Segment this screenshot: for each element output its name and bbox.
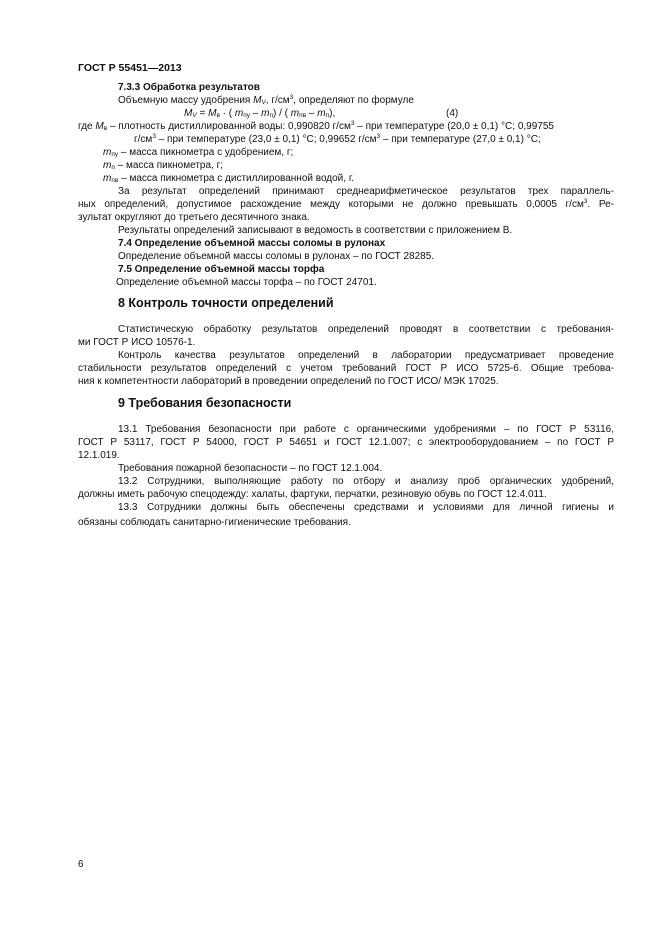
section-9-p133-line-2: обязаны соблюдать санитарно-гигиенические требования. — [78, 517, 351, 528]
where-line-1: где $M_в$ – плотность дистиллированной воды: 0,990820 $г/см^3$ – при температуре (20,0 ± 0,1) °С; 0,99755 — [78, 120, 554, 132]
section-7-3-3-title: 7.3.3 Обработка результатов — [118, 82, 260, 93]
section-7-4-title: 7.4 Определение объемной массы соломы в рулонах — [118, 238, 386, 249]
formula-number: (4) — [446, 108, 459, 119]
section-8-p2-line-3: ния к компетентности лабораторий в проведении определений по ГОСТ ИСО/ МЭК 17025. — [78, 376, 499, 387]
section-9-title: 9 Требования безопасности — [118, 396, 292, 410]
result-paragraph-line-1: За результат определений принимают среднеарифметическое результатов трех параллель- — [118, 186, 614, 197]
section-7-4-text: Определение объемной массы соломы в рулонах – по ГОСТ 28285. — [118, 251, 435, 262]
results-record-paragraph: Результаты определений записывают в ведомость в соответствии с приложением В. — [118, 225, 513, 236]
section-9-p131-line-2: ГОСТ Р 53117, ГОСТ Р 54000, ГОСТ Р 54651 и ГОСТ 12.1.007; с электрооборудованием – по ГОСТ Р — [78, 437, 614, 448]
section-9-p132-line-2: должны иметь рабочую спецодежду: халаты, фартуки, перчатки, резиновую обувь по ГОСТ 12.4.011. — [78, 489, 547, 500]
section-8-p2-line-2: стабильности результатов определений с учетом требований ГОСТ Р ИСО 5725-6. Общие требова- — [78, 363, 614, 374]
section-8-p2-line-1: Контроль качества результатов определений в лаборатории предусматривает проведение — [118, 350, 614, 361]
result-paragraph-line-3: зультат округляют до третьего десятичного знака. — [78, 212, 310, 223]
definition-m-ny: $m_{пу}$ – масса пикнометра с удобрением, г; — [103, 147, 294, 158]
definition-m-n: $m_п$ – масса пикнометра, г; — [103, 160, 224, 171]
section-7-3-3-intro: Объемную массу удобрения $M_V$, $г/см^3$, определяют по формуле — [118, 94, 414, 106]
document-header: ГОСТ Р 55451—2013 — [78, 62, 182, 74]
section-9-p131-line-3: 12.1.019. — [78, 450, 120, 461]
section-9-p133-line-1: 13.3 Сотрудники должны быть обеспечены средствами и условиями для личной гигиены и — [118, 502, 614, 513]
section-9-p131-line-1: 13.1 Требования безопасности при работе с органическими удобрениями – по ГОСТ Р 53116, — [118, 424, 614, 435]
section-8-title: 8 Контроль точности определений — [118, 296, 334, 310]
page-number: 6 — [78, 859, 84, 870]
result-paragraph-line-2: ных определений, допустимое расхождение между которыми не должно превышать 0,0005 $г/см^3$. Ре- — [78, 198, 614, 210]
section-7-5-title: 7.5 Определение объемной массы торфа — [118, 264, 325, 275]
formula-4: $M_V = M_в$ · ( $m_{пу} - m_п$) / ( $m_{пв} - m_п$), — [184, 108, 336, 119]
fire-safety-line: Требования пожарной безопасности – по ГОСТ 12.1.004. — [118, 463, 383, 474]
section-7-5-text: Определение объемной массы торфа – по ГОСТ 24701. — [116, 277, 377, 288]
definition-m-nb: $m_{пв}$ – масса пикнометра с дистиллированной водой, г. — [103, 173, 355, 184]
section-9-p132-line-1: 13.2 Сотрудники, выполняющие работу по отбору и анализу проб органических удобрений, — [118, 476, 614, 487]
where-line-2: $г/см^3$ – при температуре (23,0 ± 0,1) °С; 0,99652 $г/см^3$ – при температуре (27,0 ± 0,1) °С; — [134, 133, 541, 145]
section-8-p1-line-1: Статистическую обработку результатов определений проводят в соответствии с требования- — [118, 324, 614, 335]
section-8-p1-line-2: ми ГОСТ Р ИСО 10576-1. — [78, 337, 196, 348]
